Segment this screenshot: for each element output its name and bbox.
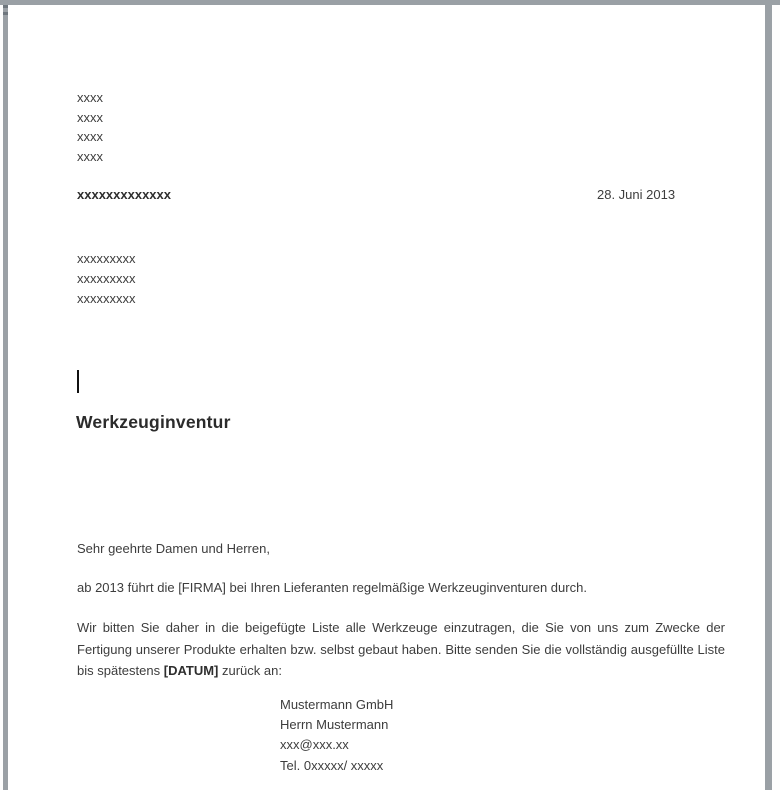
paragraph-line <box>77 660 725 682</box>
sender-line: xxxx <box>77 129 103 145</box>
page-edge-mark <box>3 12 8 15</box>
contact-person: Herrn Mustermann <box>280 717 389 733</box>
paragraph-line: Wir bitten Sie daher in die beigefügte Liste alle Werkzeuge einzutragen, die Sie von uns zum Zwecke der <box>77 620 725 635</box>
subject-heading: Werkzeuginventur <box>76 412 231 432</box>
page-edge-top <box>0 0 780 5</box>
sender-address-placeholder <box>77 88 103 167</box>
contact-phone: Tel. 0xxxxx/ xxxxx <box>280 757 384 773</box>
sender-line: xxxx <box>77 109 103 125</box>
salutation: Sehr geehrte Damen und Herren, <box>77 541 270 556</box>
recipient-address-placeholder <box>77 249 136 309</box>
text-cursor <box>77 370 79 393</box>
sender-line: xxxx <box>77 149 103 165</box>
contact-block <box>280 695 393 776</box>
request-paragraph <box>77 617 725 682</box>
contact-email: xxx@xxx.xx <box>280 737 349 753</box>
contact-company: Mustermann GmbH <box>280 697 394 712</box>
recipient-line: xxxxxxxxx <box>77 291 136 306</box>
recipient-line: xxxxxxxxx <box>77 251 136 266</box>
deadline-prefix: bis spätestens <box>77 663 161 679</box>
sender-line: xxxx <box>77 90 103 105</box>
paragraph-line: Fertigung unserer Produkte erhalten bzw. selbst gebaut haben. Bitte senden Sie die vollständig ausgefüllte Liste <box>77 641 725 657</box>
intro-paragraph: ab 2013 führt die [FIRMA] bei Ihren Lieferanten regelmäßige Werkzeuginventuren durch. <box>77 580 587 595</box>
page-edge-mark <box>3 5 8 8</box>
document-page[interactable] <box>3 0 772 790</box>
deadline-suffix: zurück an: <box>222 663 282 679</box>
recipient-line: xxxxxxxxx <box>77 271 136 286</box>
sender-company-placeholder: xxxxxxxxxxxxx <box>77 187 171 202</box>
deadline-placeholder: [DATUM] <box>163 663 219 679</box>
letter-date: 28. Juni 2013 <box>597 187 676 202</box>
